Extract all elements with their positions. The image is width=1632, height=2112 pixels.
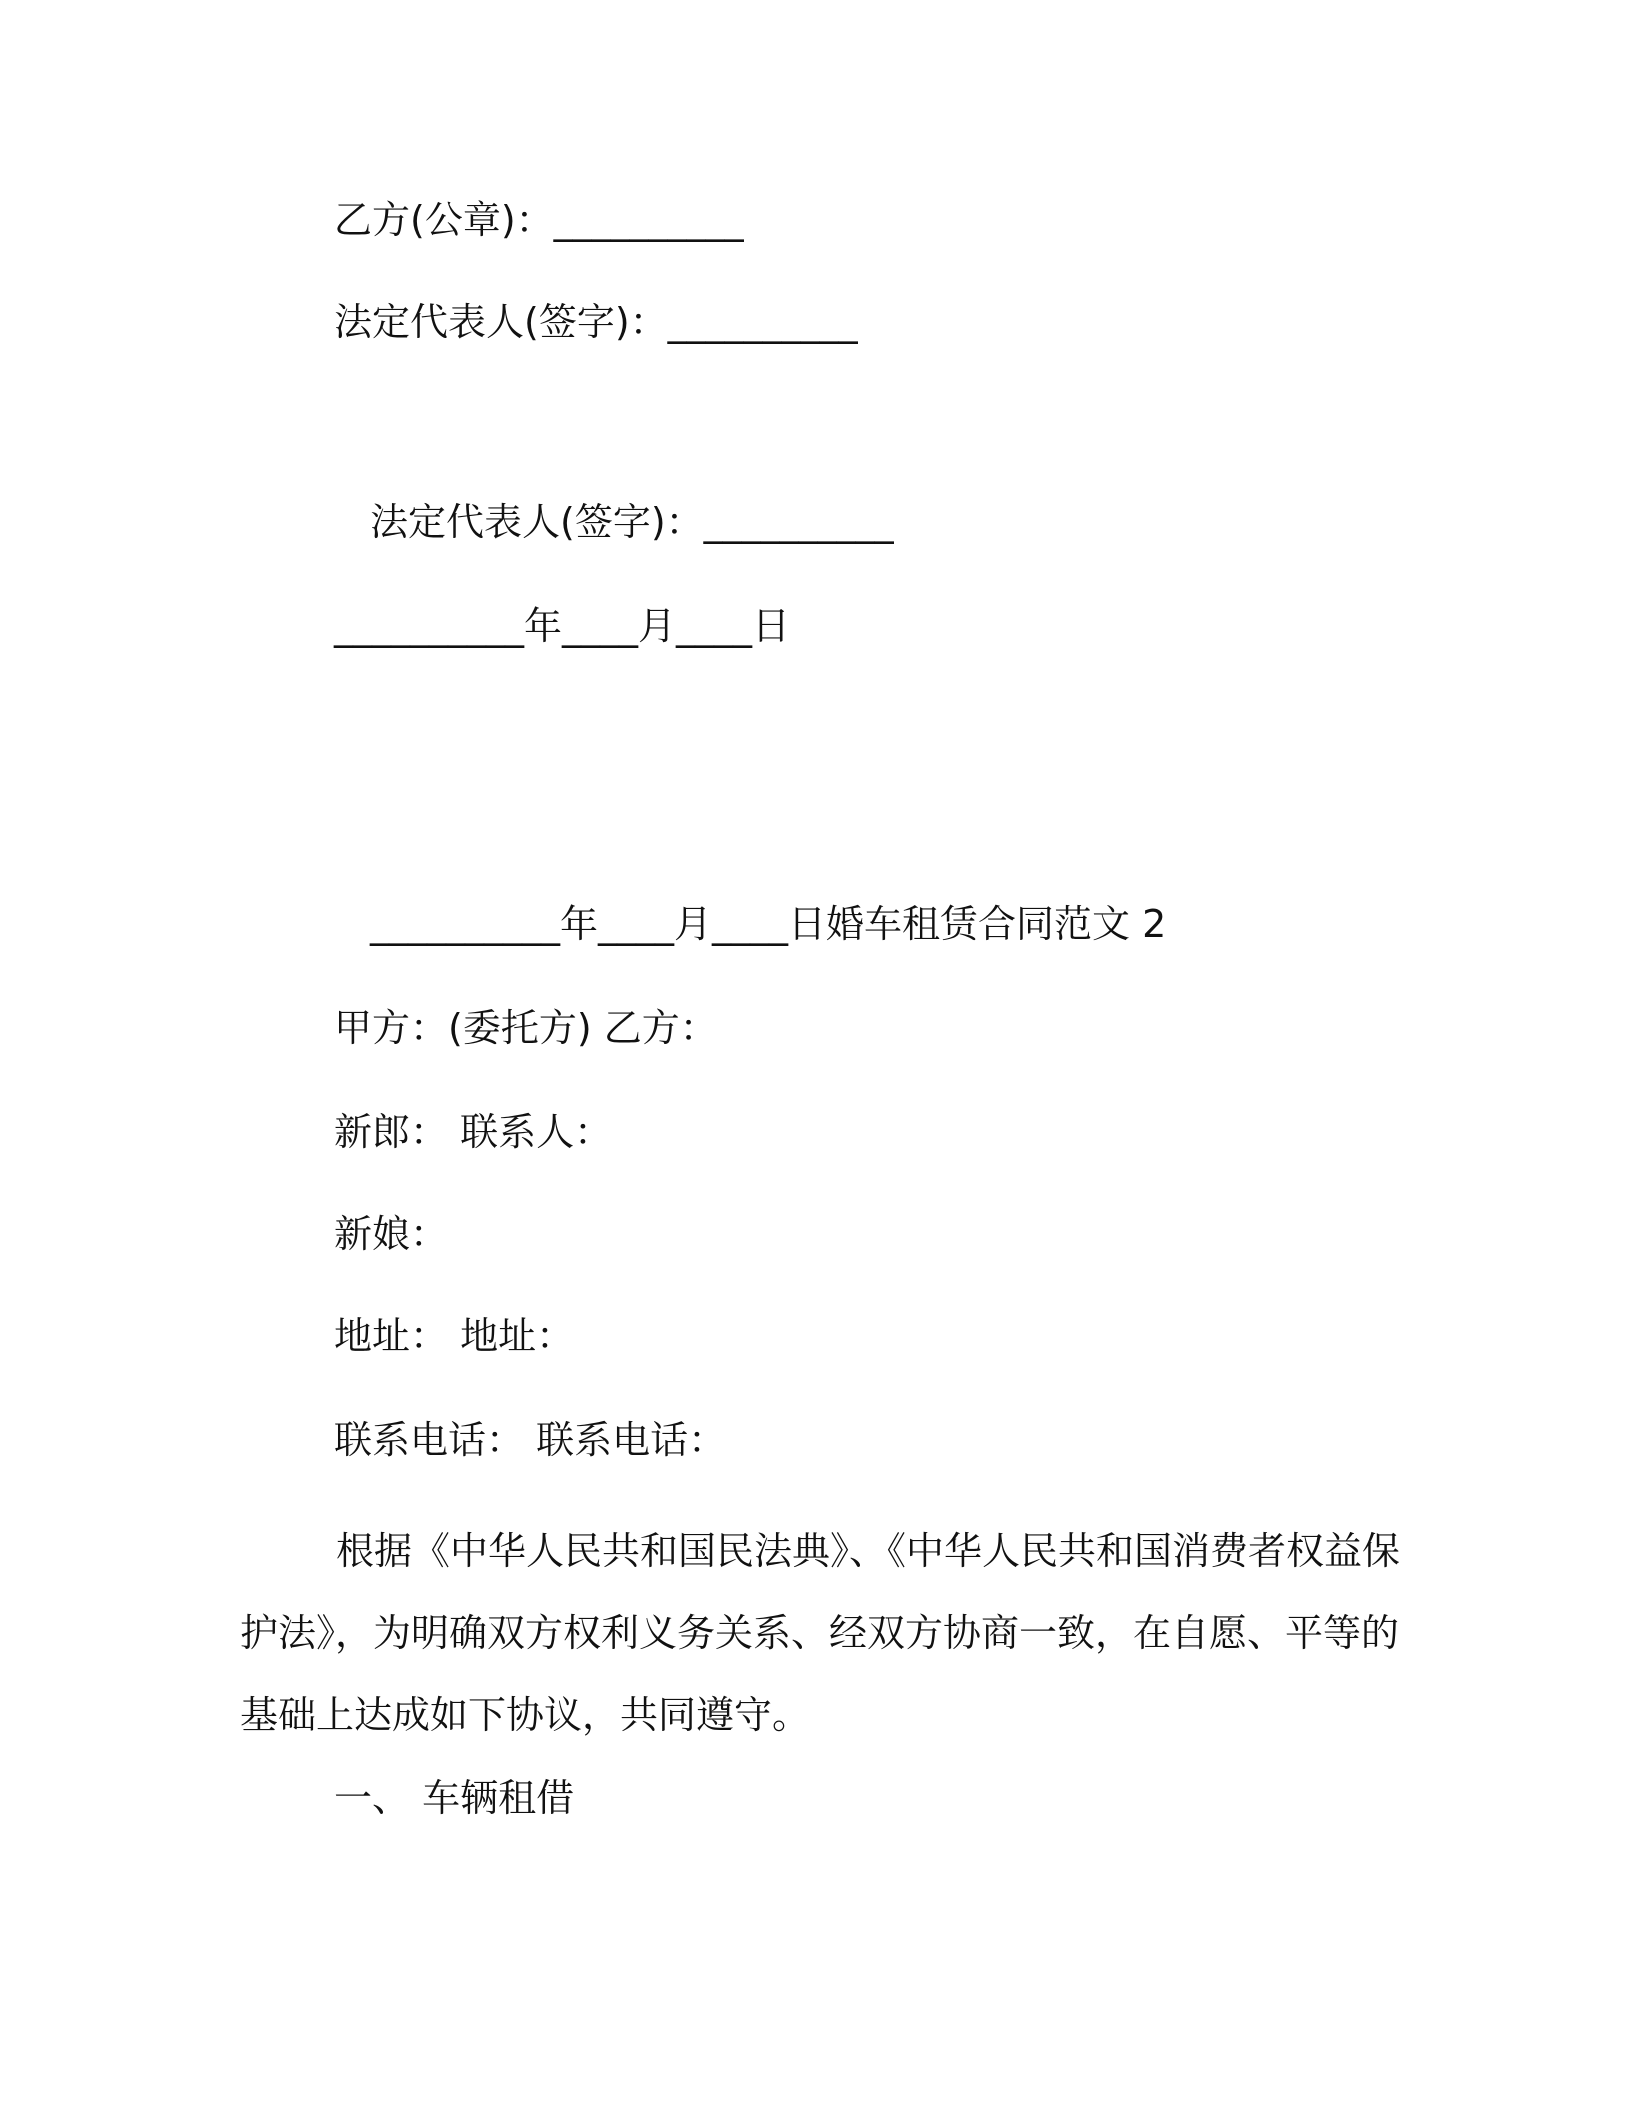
groom-contact-line: 新郎： 联系人： [334, 1110, 613, 1154]
preamble-paragraph: 根据《中华人民共和国民法典》、《中华人民共和国消费者权益保护法》，为明确双方权利义务关系、经双方协商一致，在自愿、平等的基础上达成如下协议，共同遵守。 [240, 1529, 1401, 1737]
address-line: 地址： 地址： [334, 1314, 575, 1358]
section-heading-vehicle-rental: 一、 车辆租借 [334, 1776, 575, 1820]
signing-date-line: __________年____月____日 [334, 604, 791, 648]
bride-line: 新娘： [334, 1212, 449, 1256]
phone-line: 联系电话： 联系电话： [334, 1418, 727, 1462]
legal-representative-signature-line-2: 法定代表人(签字)：__________ [370, 500, 894, 544]
legal-representative-signature-line: 法定代表人(签字)：__________ [334, 300, 858, 344]
party-b-seal-line: 乙方(公章)：__________ [334, 198, 744, 242]
party-fields-line: 甲方：(委托方) 乙方： [334, 1006, 718, 1050]
contract-title: __________年____月____日婚车租赁合同范文 2 [370, 902, 1167, 946]
